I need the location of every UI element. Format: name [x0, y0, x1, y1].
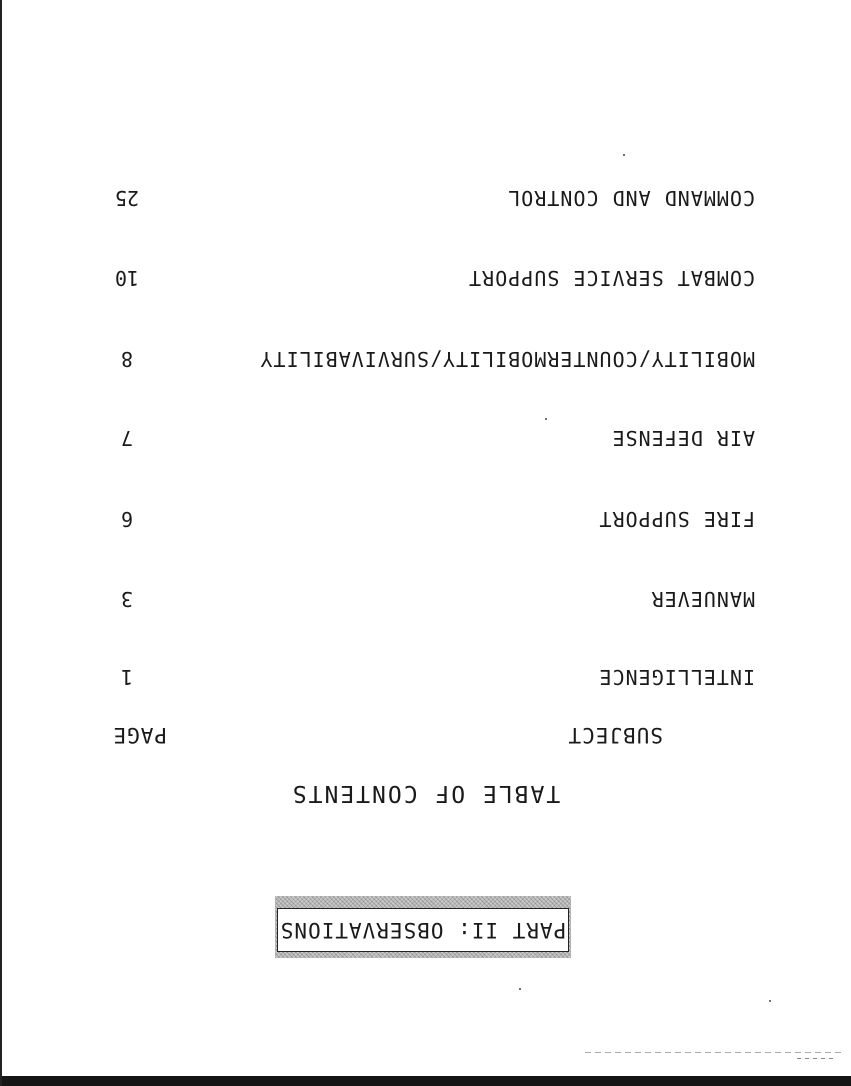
toc-entry [55, 503, 755, 531]
toc-entry-subject: MANUEVER [650, 587, 755, 611]
toc-entry-page: 1 [120, 665, 134, 689]
scan-artifact-dashes [793, 1058, 833, 1059]
scan-speck [545, 418, 547, 420]
toc-entry-page: 10 [114, 266, 140, 290]
toc-entry-subject: COMBAT SERVICE SUPPORT [468, 266, 755, 290]
toc-entry-page: 3 [120, 587, 134, 611]
toc-entry-subject: MOBILITY/COUNTERMOBILITY/SURVIVABILITY [259, 347, 755, 371]
toc-entry-page: 25 [114, 186, 140, 210]
toc-entry [55, 583, 755, 611]
table-of-contents-title: TABLE OF CONTENTS [290, 780, 561, 806]
toc-entry-subject: FIRE SUPPORT [598, 507, 755, 531]
toc-entry-page: 7 [120, 426, 134, 450]
scan-artifact-dots [581, 1052, 841, 1053]
page-edge-line [0, 0, 2, 1086]
subject-column-header: SUBJECT [567, 723, 663, 747]
toc-entry-subject: AIR DEFENSE [611, 426, 755, 450]
part-heading-text: PART II: OBSERVATIONS [279, 918, 567, 942]
page-column-header: PAGE [112, 723, 167, 747]
toc-entry-page: 6 [120, 507, 134, 531]
scan-speck [769, 1000, 771, 1002]
toc-entry [55, 343, 755, 371]
toc-entry [55, 422, 755, 450]
part-heading-box [277, 908, 569, 952]
toc-entry-subject: INTELLIGENCE [598, 665, 755, 689]
toc-entry [55, 262, 755, 290]
scan-speck [623, 154, 625, 156]
page-edge-shadow [0, 1076, 851, 1086]
toc-entry-subject: COMMAND AND CONTROL [507, 186, 755, 210]
toc-entry [55, 182, 755, 210]
toc-entry-page: 8 [120, 347, 134, 371]
toc-entry [55, 661, 755, 689]
scan-speck [519, 988, 521, 990]
